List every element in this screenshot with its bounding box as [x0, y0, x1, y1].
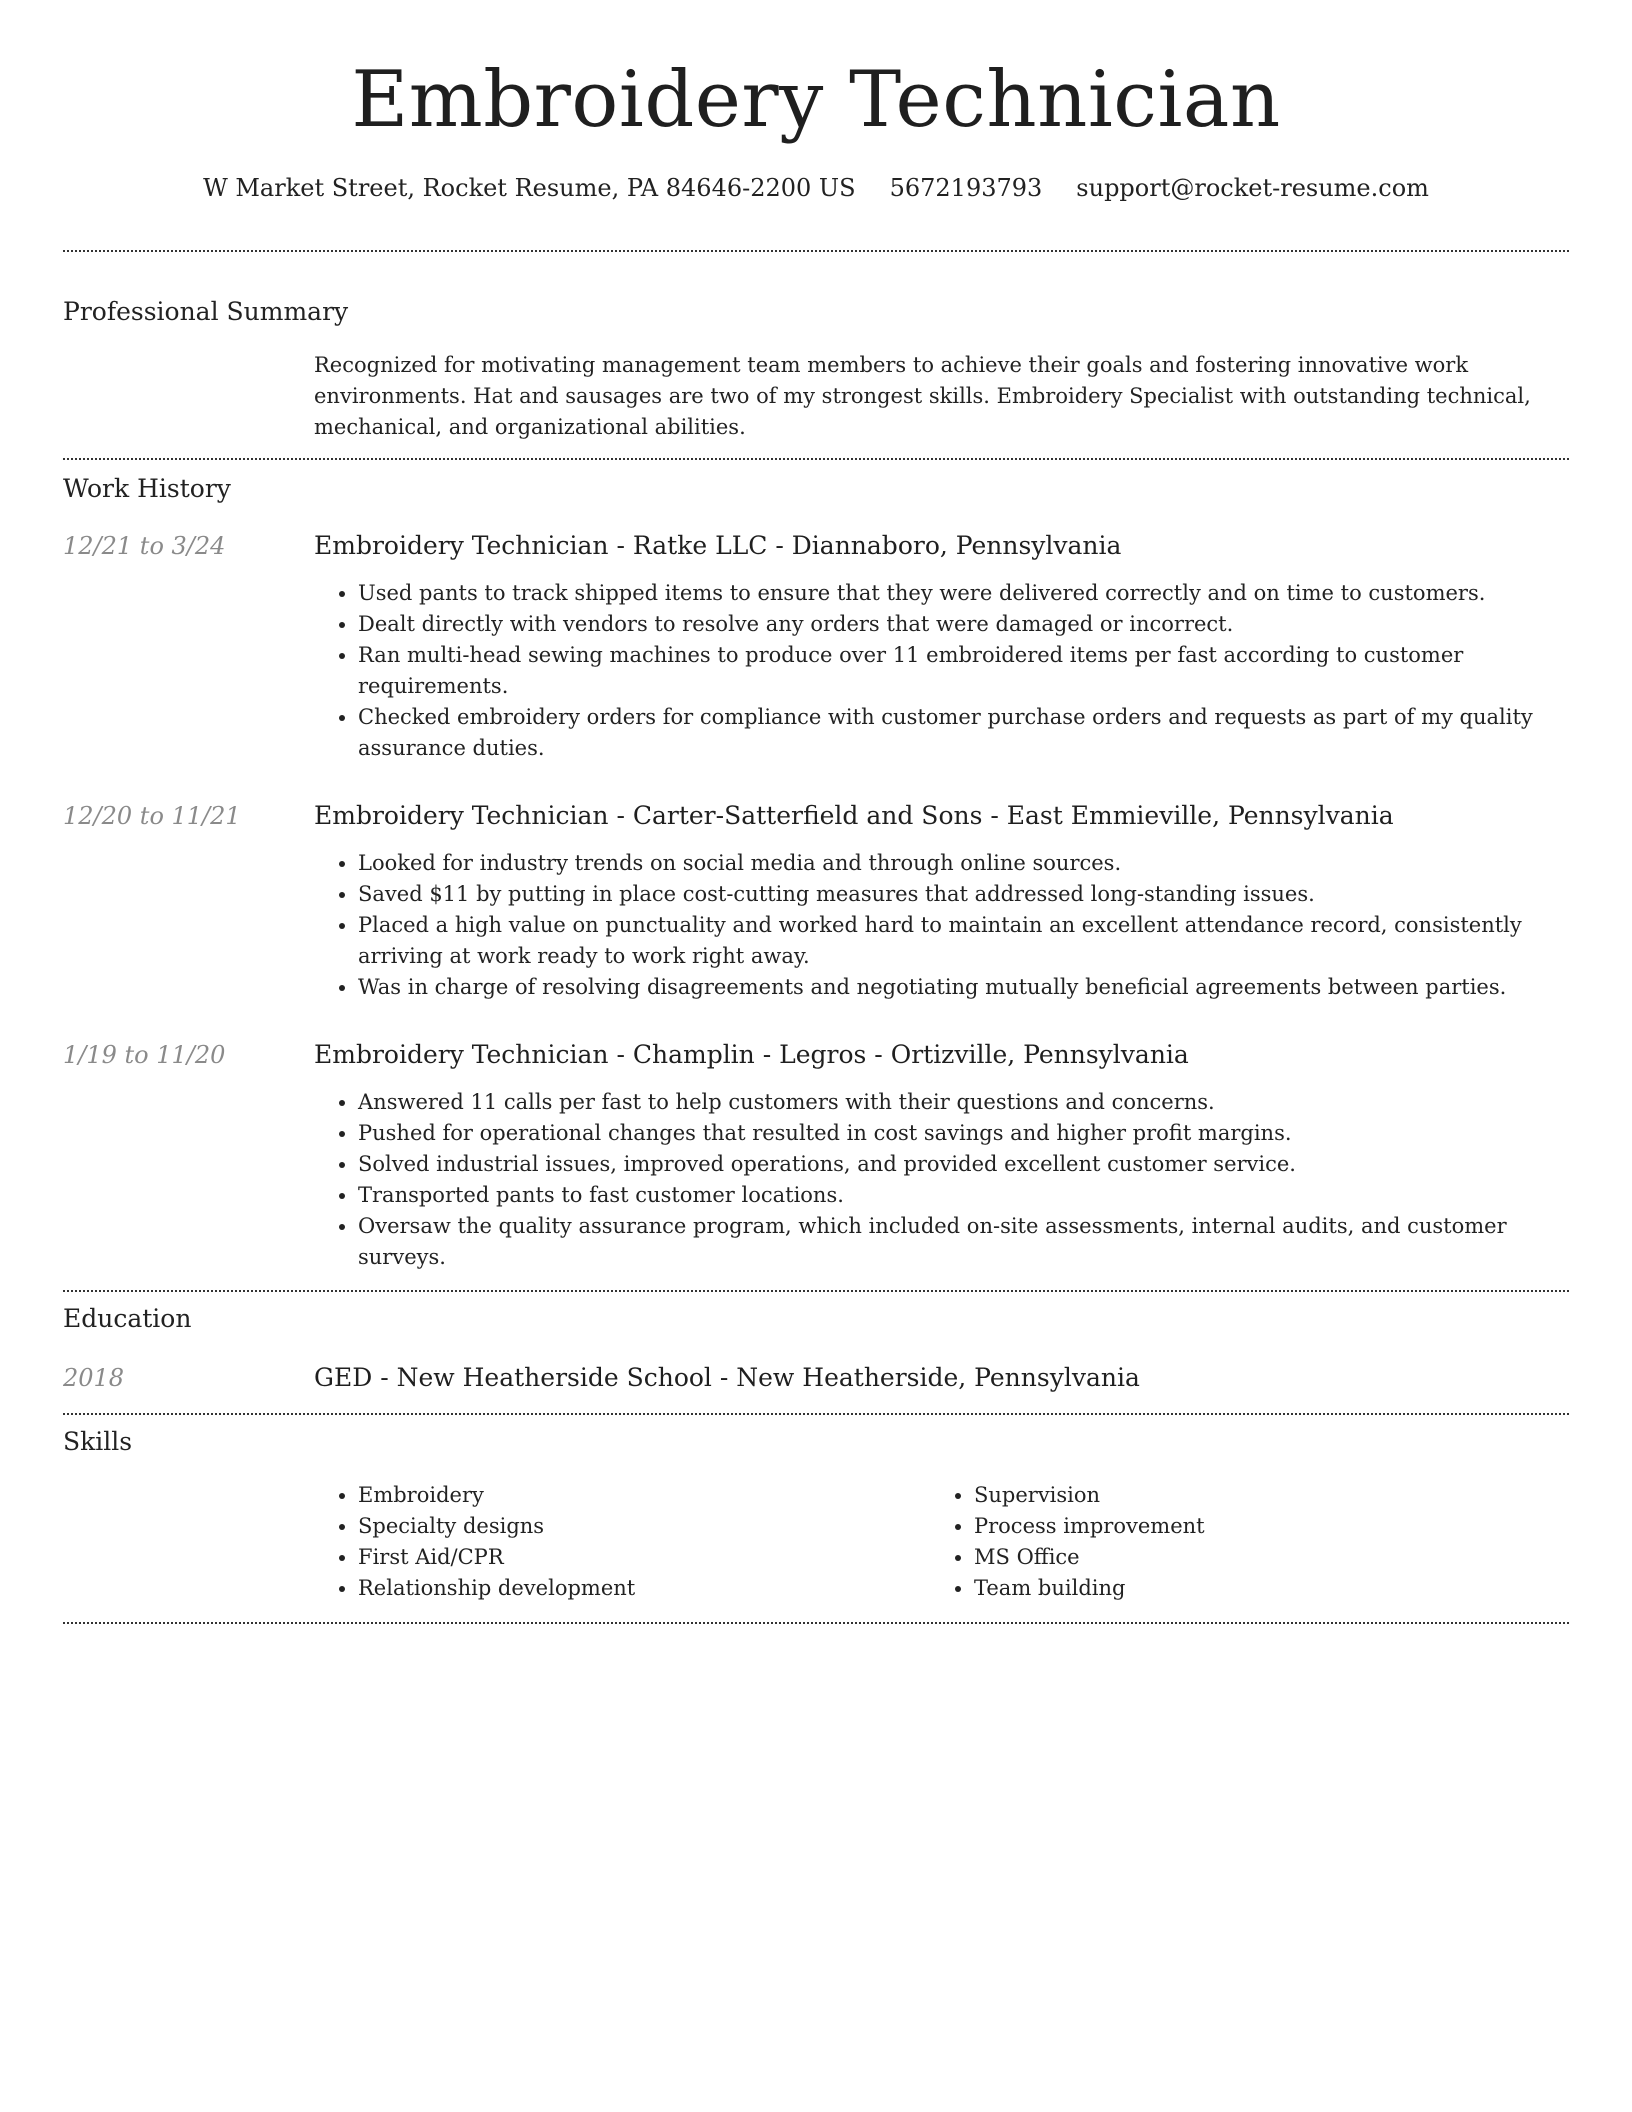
skills-column-left: [314, 1480, 930, 1604]
work-entry: [63, 1038, 1569, 1273]
work-entry-bullets: [314, 578, 1569, 764]
divider: [63, 458, 1569, 460]
education-degree: GED - New Heatherside School - New Heatherside, Pennsylvania: [314, 1363, 1140, 1392]
divider: [63, 1622, 1569, 1624]
contact-email: support@rocket-resume.com: [1076, 174, 1429, 202]
contact-phone: 5672193793: [889, 174, 1043, 202]
education-heading: Education: [63, 1304, 192, 1333]
work-entry: [63, 529, 1569, 764]
work-entry-bullets: [314, 848, 1569, 1003]
list-item: • Dealt directly with vendors to resolve any orders that were damaged or incorrect.: [358, 609, 1569, 640]
work-entry-body: [314, 799, 1569, 1003]
list-item: • Saved $11 by putting in place cost-cutting measures that addressed long-standing issues.: [358, 879, 1569, 910]
divider: [63, 1413, 1569, 1415]
list-item: • Relationship development: [358, 1573, 930, 1604]
education-entry: [63, 1361, 1569, 1395]
list-item: • Supervision: [974, 1480, 1546, 1511]
work-entry-date: 12/20 to 11/21: [63, 802, 241, 830]
list-item: • MS Office: [974, 1542, 1546, 1573]
work-entry-title: Embroidery Technician - Champlin - Legros - Ortizville, Pennsylvania: [314, 1040, 1189, 1069]
skills-heading: Skills: [63, 1427, 133, 1456]
list-item: • Used pants to track shipped items to ensure that they were delivered correctly and on time to customers.: [358, 578, 1569, 609]
work-entry-title: Embroidery Technician - Carter-Satterfield and Sons - East Emmieville, Pennsylvania: [314, 801, 1394, 830]
list-item: • Answered 11 calls per fast to help customers with their questions and concerns.: [358, 1087, 1569, 1118]
contact-info: [63, 172, 1569, 204]
list-item: • Embroidery: [358, 1480, 930, 1511]
list-item: • Ran multi-head sewing machines to produce over 11 embroidered items per fast according to customer requirements.: [358, 640, 1569, 702]
list-item: • Pushed for operational changes that resulted in cost savings and higher profit margins.: [358, 1118, 1569, 1149]
divider: [63, 250, 1569, 252]
list-item: • Transported pants to fast customer locations.: [358, 1180, 1569, 1211]
candidate-name: Embroidery Technician: [351, 55, 1281, 145]
education-date: 2018: [63, 1364, 125, 1392]
list-item: • Was in charge of resolving disagreements and negotiating mutually beneficial agreements between parties.: [358, 972, 1569, 1003]
work-entry-body: [314, 529, 1569, 764]
skills-column-right: [930, 1480, 1546, 1604]
skills-list: [314, 1480, 1569, 1604]
summary-heading: Professional Summary: [63, 297, 349, 326]
summary-text: Recognized for motivating management team members to achieve their goals and fostering innovative work environments. Hat and sausages are two of my strongest skills. Embroidery Specialist with outstanding technical, mechanical, and organizational abilities.: [314, 353, 1531, 439]
work-entry-body: [314, 1038, 1569, 1273]
list-item: • Checked embroidery orders for compliance with customer purchase orders and requests as part of my quality assurance duties.: [358, 702, 1569, 764]
list-item: • Placed a high value on punctuality and worked hard to maintain an excellent attendance record, consistently arriving at work ready to work right away.: [358, 910, 1569, 972]
list-item: • Looked for industry trends on social media and through online sources.: [358, 848, 1569, 879]
list-item: • First Aid/CPR: [358, 1542, 930, 1573]
work-history-heading: Work History: [63, 474, 231, 503]
list-item: • Team building: [974, 1573, 1546, 1604]
education-body: [314, 1361, 1569, 1395]
work-entry-date: 1/19 to 11/20: [63, 1041, 226, 1069]
list-item: • Specialty designs: [358, 1511, 930, 1542]
work-entry: [63, 799, 1569, 1003]
list-item: • Process improvement: [974, 1511, 1546, 1542]
work-entry-date: 12/21 to 3/24: [63, 532, 226, 560]
contact-address: W Market Street, Rocket Resume, PA 84646-2200 US: [203, 174, 856, 202]
list-item: • Oversaw the quality assurance program, which included on-site assessments, internal audits, and customer surveys.: [358, 1211, 1569, 1273]
work-entry-bullets: [314, 1087, 1569, 1273]
divider: [63, 1290, 1569, 1292]
list-item: • Solved industrial issues, improved operations, and provided excellent customer service.: [358, 1149, 1569, 1180]
work-entry-title: Embroidery Technician - Ratke LLC - Diannaboro, Pennsylvania: [314, 531, 1122, 560]
